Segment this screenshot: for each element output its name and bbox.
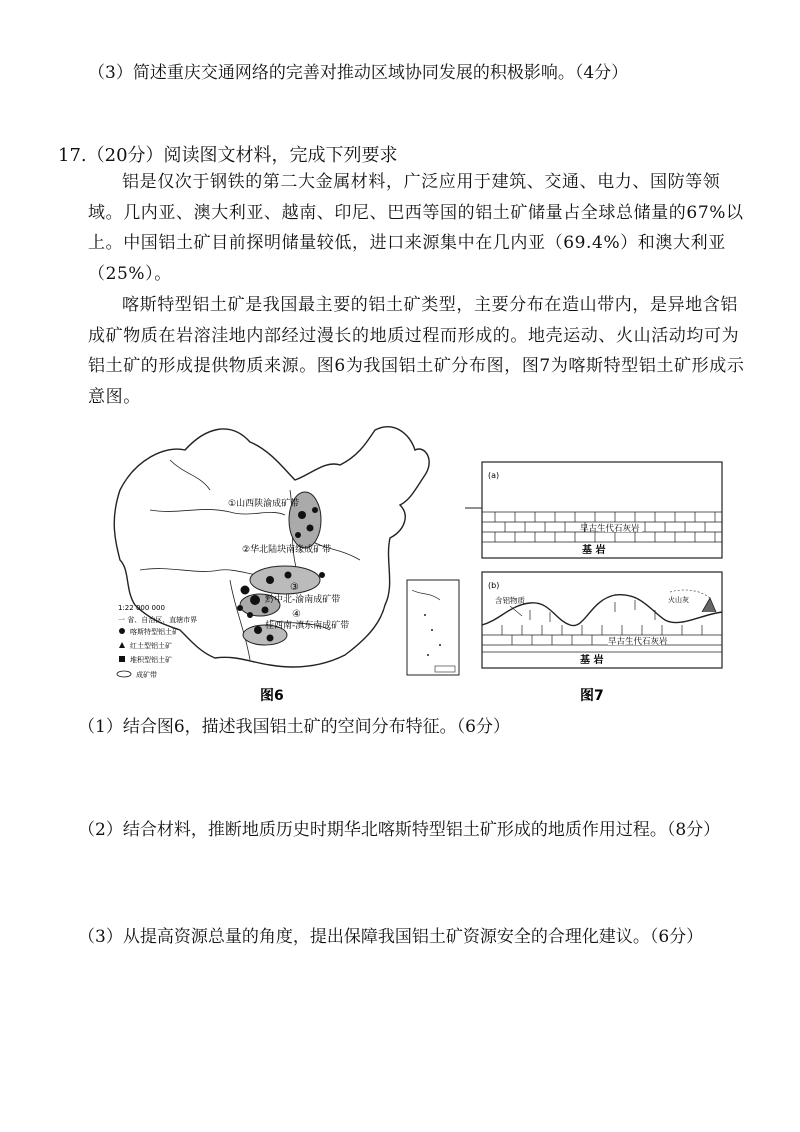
figure-6-and-7 bbox=[110, 420, 750, 705]
legend-belt: 成矿带 bbox=[136, 671, 157, 679]
panel-b bbox=[482, 572, 722, 668]
panel-b-volcanic-ash-label: 火山灰 bbox=[668, 596, 689, 604]
panel-a-limestone-label: 早古生代石灰岩 bbox=[580, 524, 640, 534]
legend-karst: 喀斯特型铝土矿 bbox=[130, 628, 179, 636]
question-17-material-2: 喀斯特型铝土矿是我国最主要的铝土矿类型，主要分布在造山带内，是异地含铝成矿物质在岩溶洼地内部经过漫长的地质过程而形成的。地壳运动、火山活动均可为铝土矿的形成提供物质来源。图6为我国铝土矿分布图，图7为喀斯特型铝土矿形成示意图。 bbox=[88, 295, 745, 407]
figure-7-caption: 图7 bbox=[580, 688, 604, 704]
belt-2-label: ②华北陆块南缘成矿带 bbox=[242, 545, 332, 555]
scale-label: 1:22 000 000 bbox=[118, 604, 165, 612]
south-china-sea-inset bbox=[407, 580, 459, 675]
question-17-header: 17.（20分）阅读图文材料，完成下列要求 bbox=[58, 145, 398, 166]
legend-sedimentary: 堆积型铝土矿 bbox=[130, 656, 172, 664]
question-17-sub-1: （1）结合图6，描述我国铝土矿的空间分布特征。（6分） bbox=[78, 717, 510, 737]
question-16-3: （3）简述重庆交通网络的完善对推动区域协同发展的积极影响。（4分） bbox=[88, 63, 629, 83]
panel-b-al-material-label: 含铝物质 bbox=[495, 596, 525, 605]
panel-b-limestone-label: 早古生代石灰岩 bbox=[608, 637, 668, 647]
figures bbox=[110, 420, 750, 705]
belt-4-label: 桂西南-滇东南成矿带 bbox=[265, 621, 350, 631]
belt-3-label: 黔中北-渝南成矿带 bbox=[265, 595, 341, 605]
panel-b-label: (b) bbox=[488, 581, 500, 590]
legend-boundary: 一 省、自治区、直辖市界 bbox=[118, 616, 198, 624]
map-legend bbox=[117, 604, 197, 679]
panel-a-label: (a) bbox=[488, 471, 500, 480]
belt-3-number: ③ bbox=[290, 582, 299, 593]
panel-b-bedrock-label: 基 岩 bbox=[580, 655, 604, 666]
figure-6-caption: 图6 bbox=[260, 688, 284, 704]
question-17-sub-2: （2）结合材料，推断地质历史时期华北喀斯特型铝土矿形成的地质作用过程。（8分） bbox=[78, 820, 721, 840]
question-17-sub-3: （3）从提高资源总量的角度，提出保障我国铝土矿资源安全的合理化建议。（6分） bbox=[78, 927, 704, 947]
belt-1-label: ①山西陕渝成矿带 bbox=[228, 499, 300, 509]
legend-laterite: 红土型铝土矿 bbox=[130, 642, 172, 650]
belt-4-number: ④ bbox=[292, 609, 301, 620]
question-17-material-1: 铝是仅次于钢铁的第二大金属材料，广泛应用于建筑、交通、电力、国防等领域。几内亚、澳大利亚、越南、印尼、巴西等国的铝土矿储量占全球总储量的67%以上。中国铝土矿目前探明储量较低，进口来源集中在几内亚（69.4%）和澳大利亚（25%）。 bbox=[88, 172, 744, 284]
panel-a bbox=[465, 462, 722, 558]
panel-a-bedrock-label: 基 岩 bbox=[582, 545, 606, 556]
